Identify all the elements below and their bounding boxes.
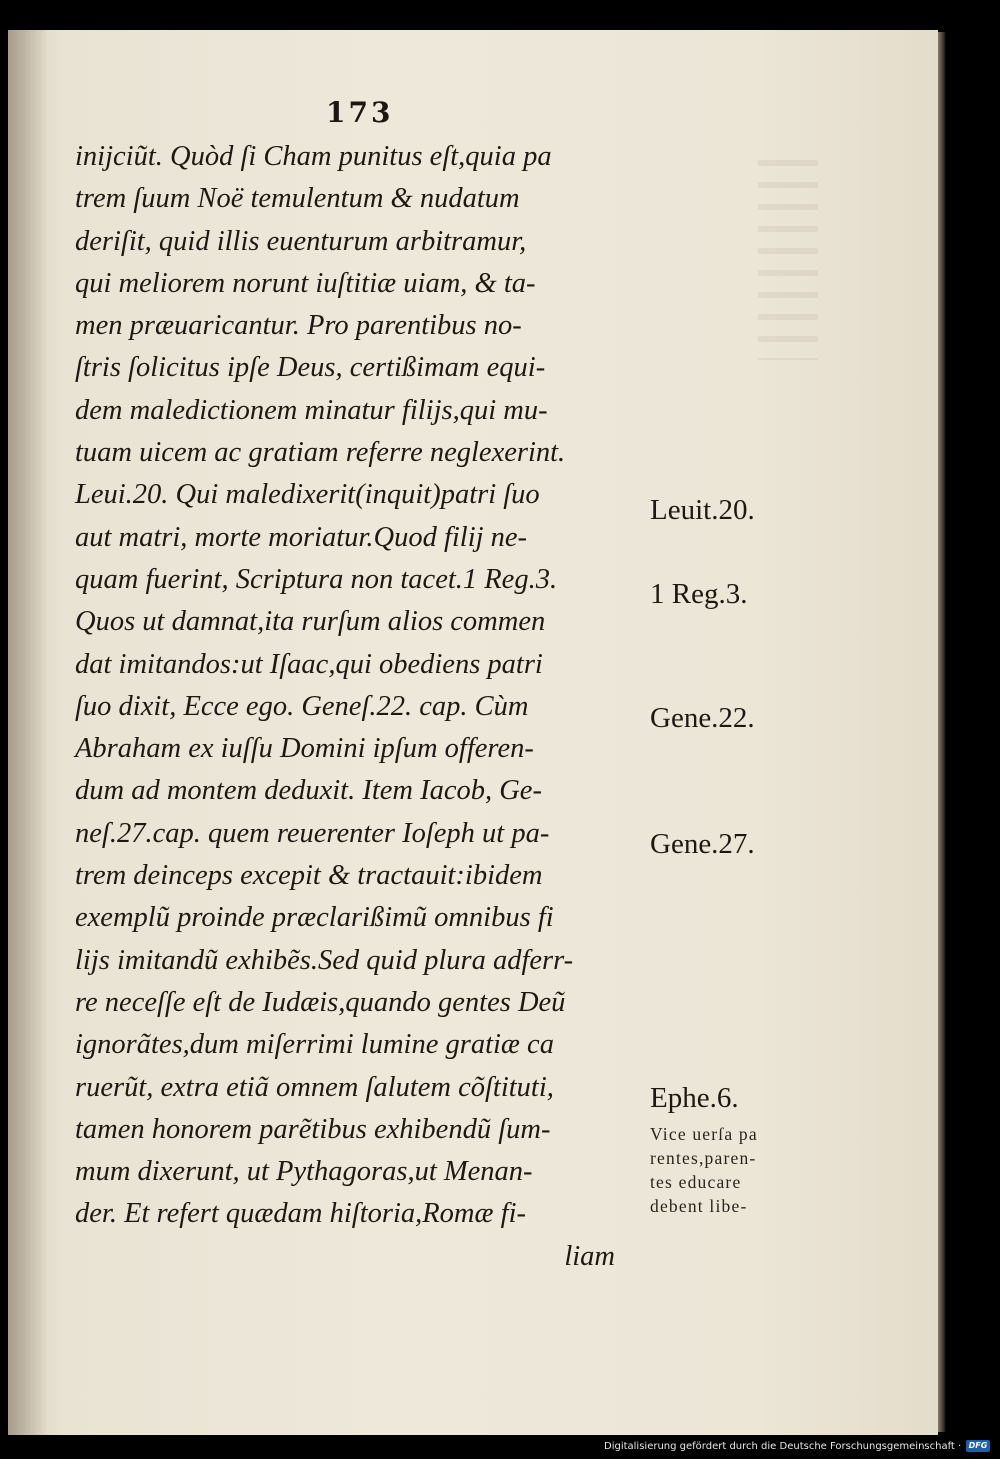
margin-note-gene-27: Gene.27.	[650, 828, 755, 860]
text-line: der. Et refert quædam hiſtoria,Romæ fi-	[75, 1198, 526, 1230]
text-line: quam fuerint, Scriptura non tacet.1 Reg.3.	[75, 563, 558, 595]
margin-note-line: debent libe-	[650, 1196, 748, 1216]
margin-note-vice-versa	[650, 1122, 800, 1218]
text-line: exemplũ proinde præclarißimũ omnibus fi	[75, 902, 554, 934]
margin-note-line: Vice uerſa pa	[650, 1124, 758, 1144]
margin-note-reg: 1 Reg.3.	[650, 578, 748, 610]
margin-note-line: rentes,paren-	[650, 1148, 757, 1168]
text-line: deriſit, quid illis euenturum arbitramur,	[75, 225, 527, 257]
dfg-logo: DFG	[966, 1440, 990, 1452]
text-line: qui meliorem norunt iuſtitiæ uiam, & ta-	[75, 267, 536, 299]
margin-note-leuit: Leuit.20.	[650, 494, 755, 526]
text-line: aut matri, morte moriatur.Quod filij ne-	[75, 521, 528, 553]
page-number: 173	[326, 96, 394, 129]
text-line: men præuaricantur. Pro parentibus no-	[75, 310, 522, 342]
text-line: ruerũt, extra etiã omnem ſalutem cõſtituti,	[75, 1071, 554, 1103]
text-line: trem ſuum Noë temulentum & nudatum	[75, 183, 520, 215]
text-line: tuam uicem ac gratiam referre neglexerint.	[75, 437, 566, 469]
text-line: re neceſſe eſt de Iudæis,quando gentes Deũ	[75, 986, 566, 1018]
text-line: mum dixerunt, ut Pythagoras,ut Menan-	[75, 1156, 533, 1188]
text-line: Quos ut damnat,ita rurſum alios commen	[75, 606, 546, 638]
text-line: ſtris ſolicitus ipſe Deus, certißimam equi-	[75, 352, 546, 384]
text-line: trem deinceps excepit & tractauit:ibidem	[75, 860, 543, 892]
margin-note-line: tes educare	[650, 1172, 742, 1192]
text-line: dat imitandos:ut Iſaac,qui obediens patri	[75, 648, 543, 680]
page-edge	[938, 32, 946, 1432]
text-line: ignorãtes,dum miſerrimi lumine gratiæ ca	[75, 1029, 554, 1061]
show-through	[758, 160, 818, 360]
text-line: Leui.20. Qui maledixerit(inquit)patri ſuo	[75, 479, 540, 511]
digitization-credit: Digitalisierung gefördert durch die Deutsche Forschungsgemeinschaft ·	[604, 1441, 962, 1452]
text-line: ſuo dixit, Ecce ego. Geneſ.22. cap. Cùm	[75, 690, 529, 722]
text-line: dum ad montem deduxit. Item Iacob, Ge-	[75, 775, 542, 807]
text-line: tamen honorem parẽtibus exhibendũ ſum-	[75, 1113, 551, 1145]
catchword: liam	[564, 1240, 615, 1272]
text-line: lijs imitandũ exhibẽs.Sed quid plura adferr-	[75, 944, 574, 976]
text-line: Abraham ex iuſſu Domini ipſum offeren-	[75, 733, 534, 765]
main-text-block	[75, 136, 635, 1278]
spine-shadow	[8, 30, 48, 1435]
margin-note-ephe: Ephe.6.	[650, 1082, 739, 1114]
text-line: neſ.27.cap. quem reuerenter Ioſeph ut pa-	[75, 817, 550, 849]
text-line: inijciũt. Quòd ſi Cham punitus eſt,quia pa	[75, 141, 552, 172]
text-line: dem maledictionem minatur filijs,qui mu-	[75, 394, 548, 426]
margin-note-gene-22: Gene.22.	[650, 702, 755, 734]
